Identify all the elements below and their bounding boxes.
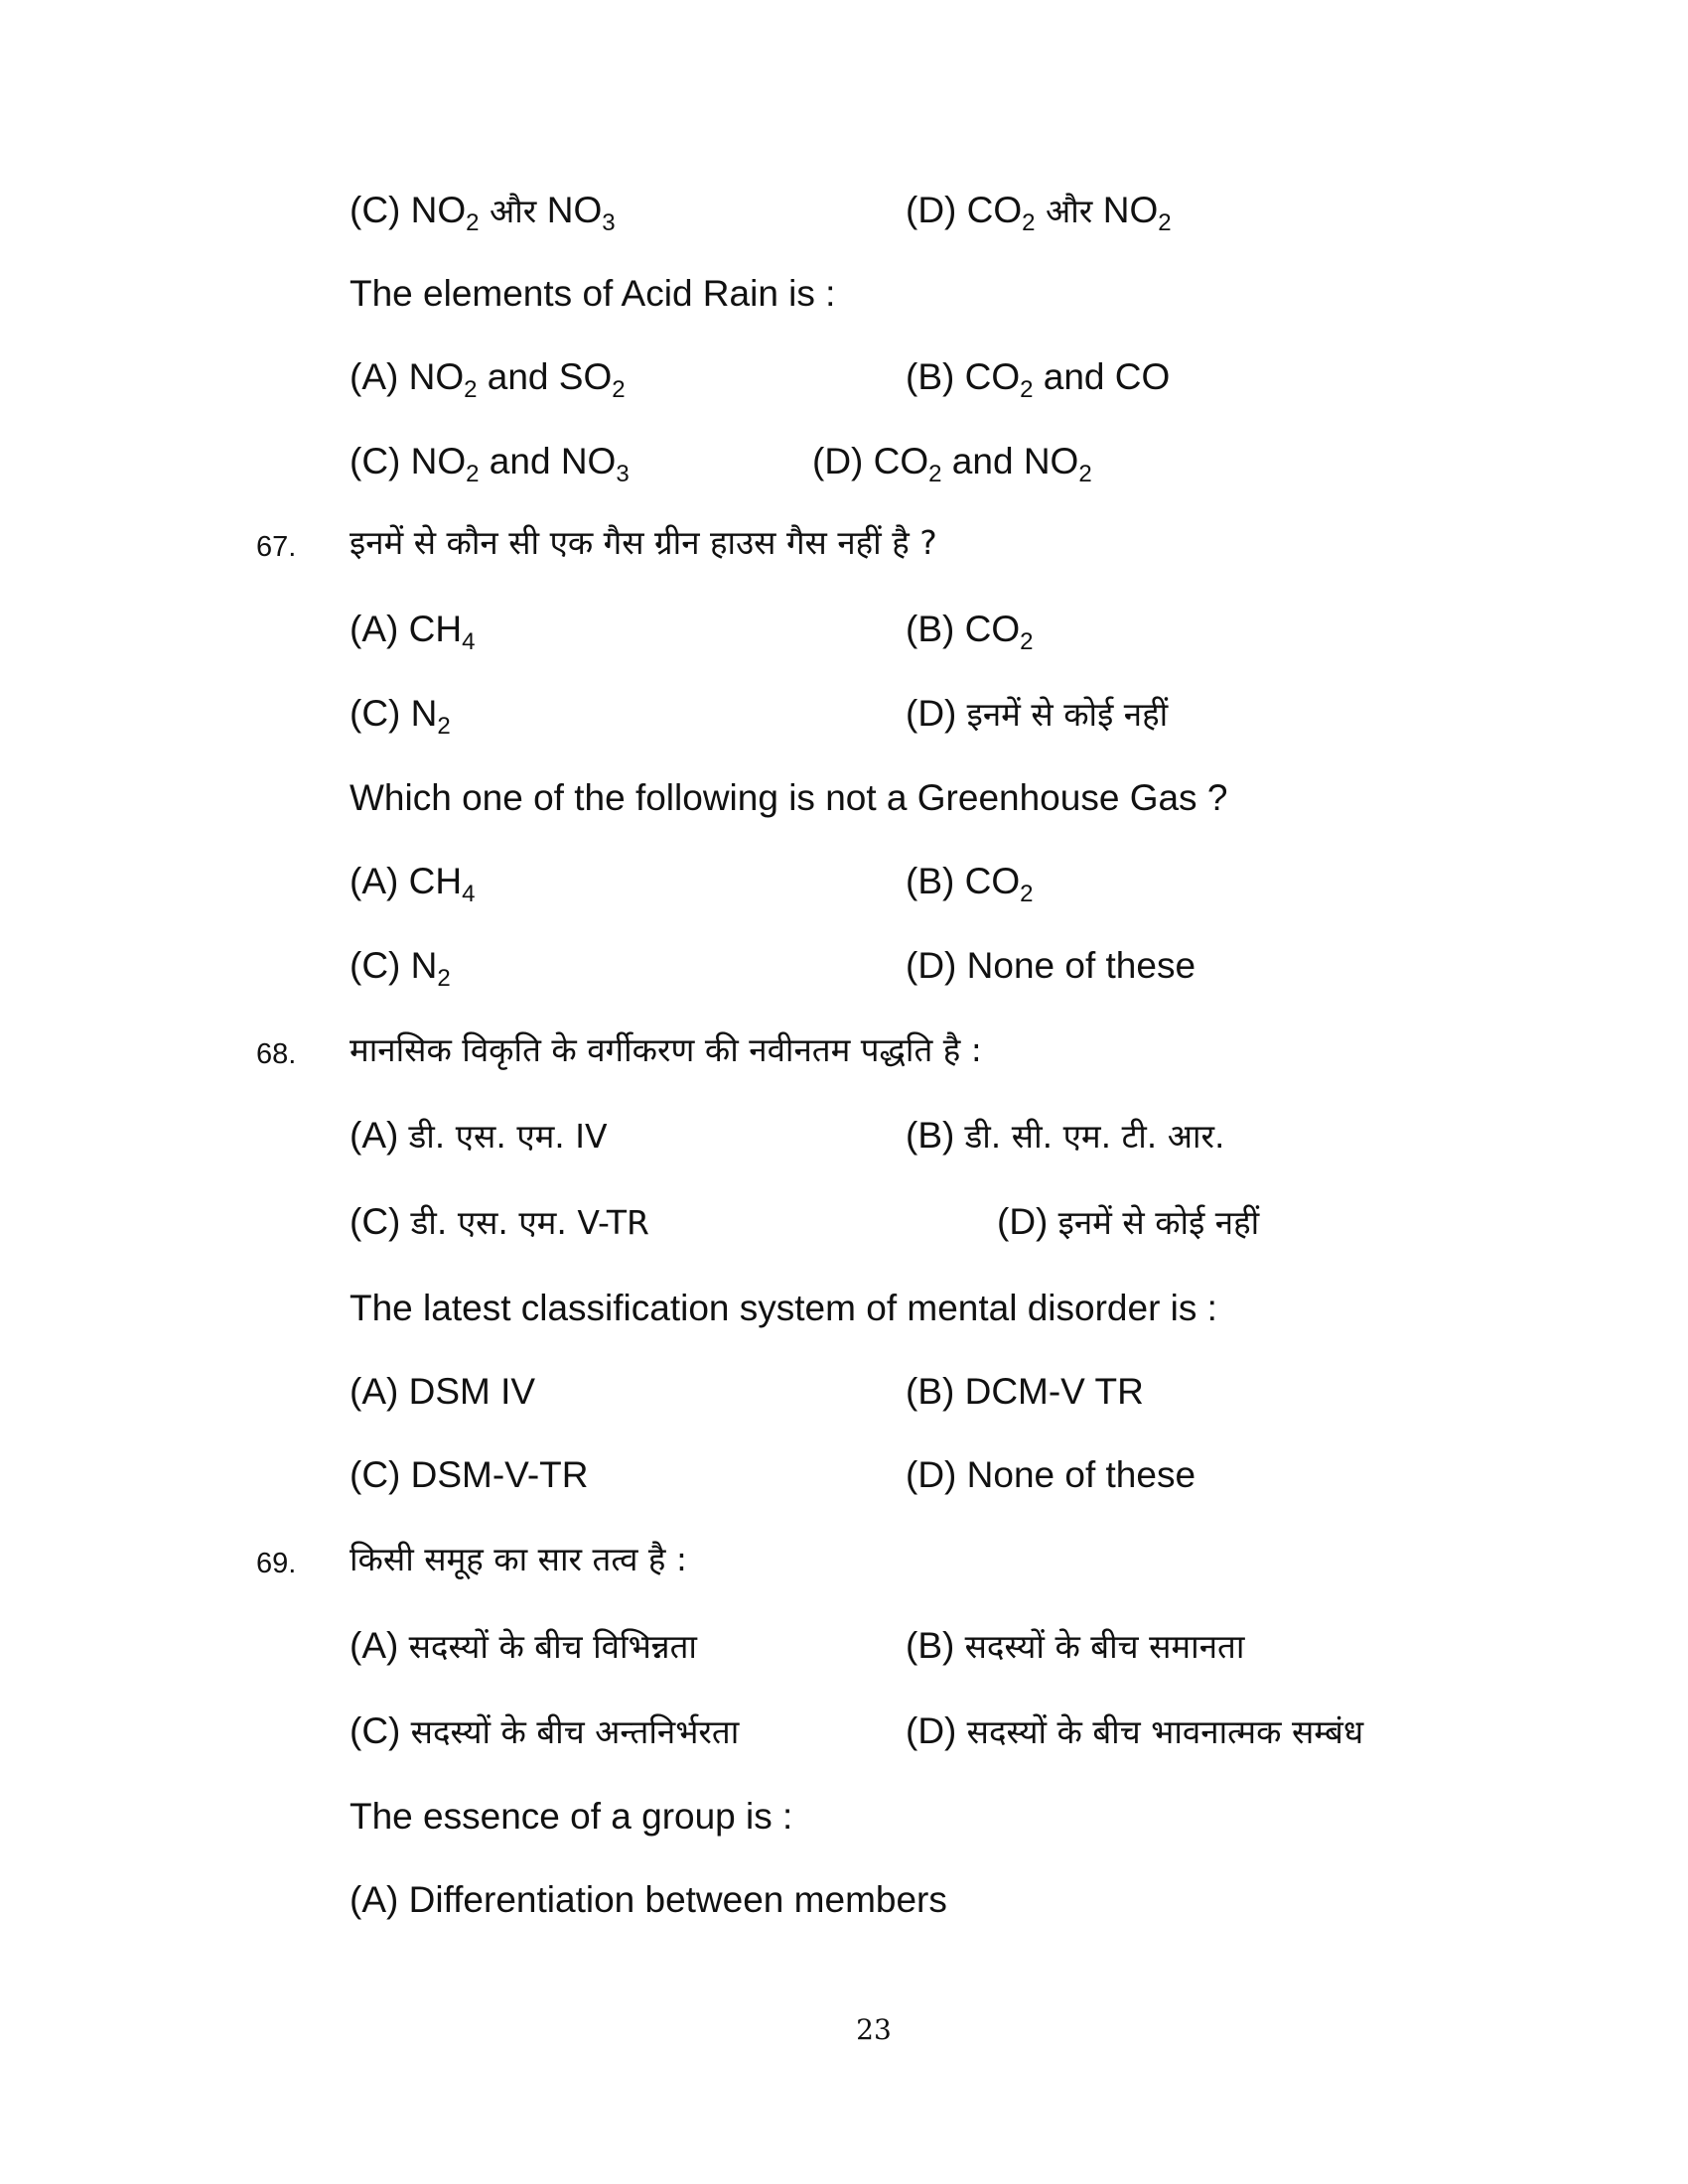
q68-number: 68. bbox=[256, 1038, 297, 1070]
q68-en-question: The latest classification system of mental disorder is : bbox=[350, 1288, 1217, 1328]
q67-en-option-d: (D) None of these bbox=[906, 945, 1196, 986]
q66-hi-option-c: (C) $NO_2$ और $NO_3$ bbox=[350, 190, 616, 236]
q67-en-option-a: (A) $CH_4$ bbox=[350, 861, 476, 907]
q67-number: 67. bbox=[256, 531, 297, 563]
q66-en-option-d: (D) $CO_2$ and $NO_2$ bbox=[812, 441, 1092, 487]
q68-hi-question: मानसिक विकृति के वर्गीकरण की नवीनतम पद्धति है : bbox=[350, 1030, 982, 1069]
q69-hi-option-d: (D) सदस्यों के बीच भावनात्मक सम्बंध bbox=[906, 1710, 1364, 1751]
q67-hi-option-d: (D) इनमें से कोई नहीं bbox=[906, 693, 1169, 734]
q67-hi-option-c: (C) $N_2$ bbox=[350, 693, 451, 740]
page-number: 23 bbox=[856, 2013, 892, 2046]
q68-hi-option-b: (B) डी. सी. एम. टी. आर. bbox=[906, 1115, 1225, 1156]
q69-hi-option-c: (C) सदस्यों के बीच अन्तनिर्भरता bbox=[350, 1710, 740, 1751]
q68-hi-option-d: (D) इनमें से कोई नहीं bbox=[997, 1201, 1260, 1242]
q67-en-option-b: (B) $CO_2$ bbox=[906, 861, 1034, 907]
q67-hi-option-a: (A) $CH_4$ bbox=[350, 609, 476, 655]
q67-hi-option-b: (B) $CO_2$ bbox=[906, 609, 1034, 655]
q68-en-option-c: (C) DSM-V-TR bbox=[350, 1454, 589, 1495]
q68-en-option-b: (B) DCM-V TR bbox=[906, 1371, 1144, 1412]
q66-en-option-a: (A) $NO_2$ and $SO_2$ bbox=[350, 356, 626, 403]
q69-hi-question: किसी समूह का सार तत्व है : bbox=[350, 1540, 688, 1578]
q68-hi-option-a: (A) डी. एस. एम. IV bbox=[350, 1115, 608, 1156]
q68-hi-option-c: (C) डी. एस. एम. V-TR bbox=[350, 1201, 649, 1242]
q66-en-option-b: (B) $CO_2$ and CO bbox=[906, 356, 1171, 403]
q69-hi-option-b: (B) सदस्यों के बीच समानता bbox=[906, 1625, 1245, 1666]
q67-en-option-c: (C) $N_2$ bbox=[350, 945, 451, 992]
q66-hi-option-d: (D) $CO_2$ और $NO_2$ bbox=[906, 190, 1172, 236]
q68-en-option-a: (A) DSM IV bbox=[350, 1371, 536, 1412]
q66-en-question: The elements of Acid Rain is : bbox=[350, 273, 836, 314]
q69-number: 69. bbox=[256, 1548, 297, 1579]
q68-en-option-d: (D) None of these bbox=[906, 1454, 1196, 1495]
q69-hi-option-a: (A) सदस्यों के बीच विभिन्नता bbox=[350, 1625, 697, 1666]
q69-en-question: The essence of a group is : bbox=[350, 1796, 793, 1837]
q67-en-question: Which one of the following is not a Greenhouse Gas ? bbox=[350, 777, 1228, 818]
q67-hi-question: इनमें से कौन सी एक गैस ग्रीन हाउस गैस नहीं है ? bbox=[350, 523, 937, 562]
q69-en-option-a: (A) Differentiation between members bbox=[350, 1879, 947, 1920]
q66-en-option-c: (C) $NO_2$ and $NO_3$ bbox=[350, 441, 630, 487]
